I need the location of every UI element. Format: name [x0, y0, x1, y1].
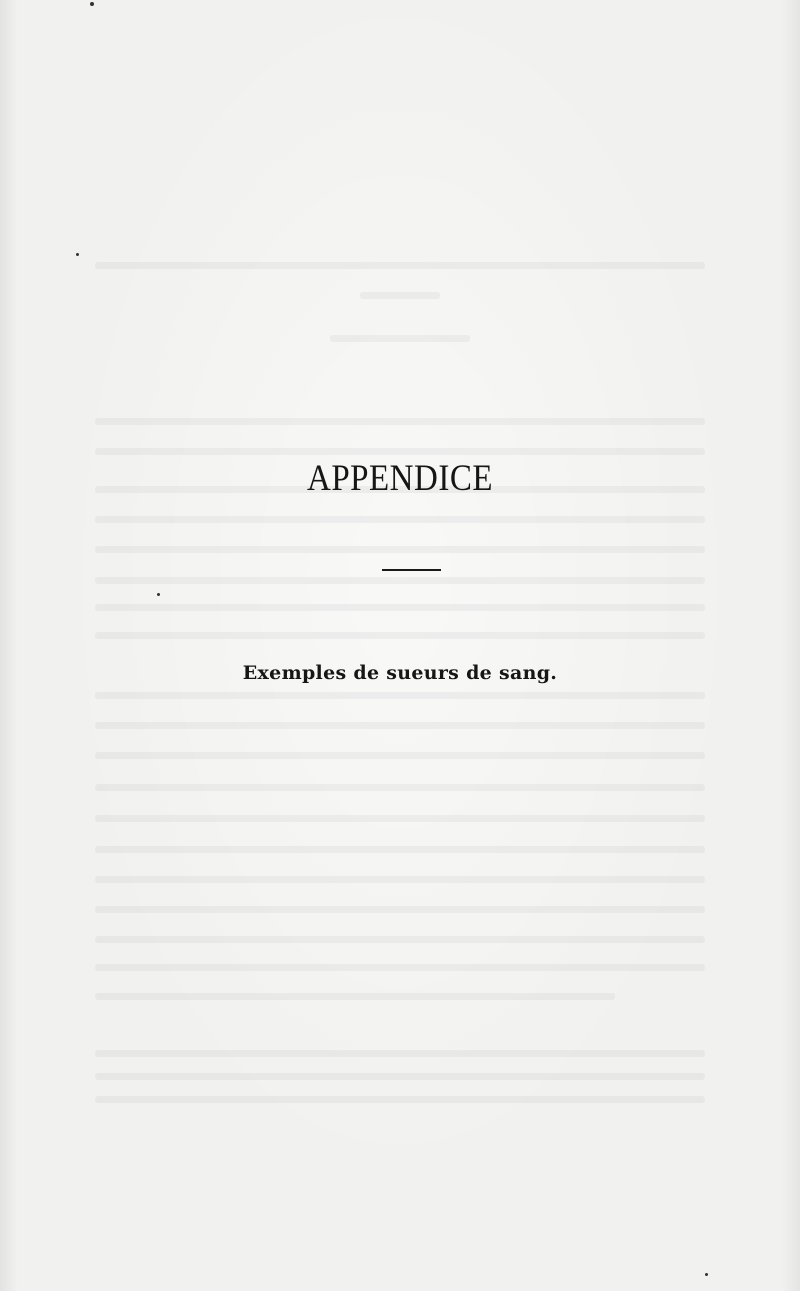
bleed-through-line: [95, 1073, 705, 1080]
bleed-through-line: [95, 418, 705, 425]
bleed-through-line: [95, 722, 705, 729]
bleed-through-line: [95, 632, 705, 639]
bleed-through-line: [95, 846, 705, 853]
title-divider: [382, 569, 441, 571]
dust-speck: [705, 1273, 708, 1276]
page-title: APPENDICE: [306, 458, 494, 500]
bleed-through-line: [95, 516, 705, 523]
dust-speck: [157, 593, 160, 596]
bleed-through-line: [95, 993, 615, 1000]
bleed-through-line: [95, 964, 705, 971]
bleed-through-line: [95, 815, 705, 822]
bleed-through-line: [330, 335, 470, 342]
bleed-through-line: [95, 876, 705, 883]
dust-speck: [90, 2, 94, 6]
bleed-through-line: [95, 692, 705, 699]
bleed-through-line: [95, 262, 705, 269]
bleed-through-line: [95, 784, 705, 791]
bleed-through-line: [95, 1050, 705, 1057]
bleed-through-line: [95, 906, 705, 913]
bleed-through-line: [95, 752, 705, 759]
section-subtitle: Exemples de sueurs de sang.: [242, 662, 558, 684]
bleed-through-line: [95, 448, 705, 455]
bleed-through-line: [360, 292, 440, 299]
bleed-through-line: [95, 604, 705, 611]
bleed-through-line: [95, 577, 705, 584]
bleed-through-line: [95, 1096, 705, 1103]
bleed-through-line: [95, 546, 705, 553]
bleed-through-line: [95, 936, 705, 943]
dust-speck: [76, 253, 79, 256]
